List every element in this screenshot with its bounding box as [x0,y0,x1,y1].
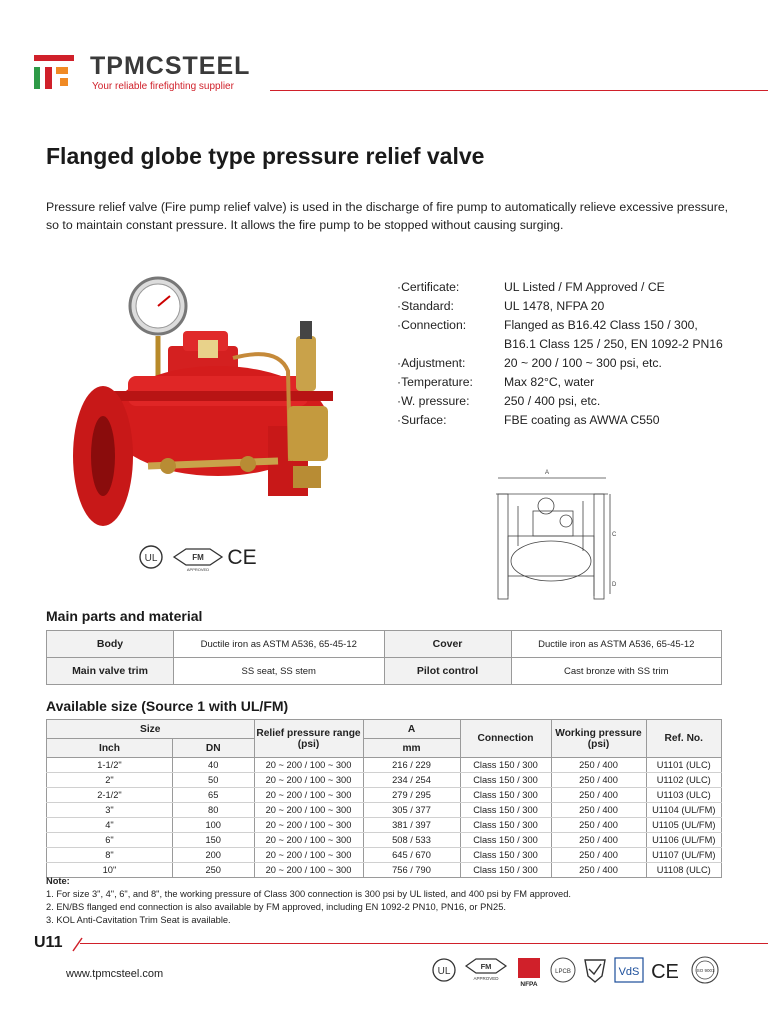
table-row [47,818,722,833]
table-row [47,658,722,685]
parts-label: Cover [384,631,511,658]
spec-row [397,354,723,373]
col-header-inch: Inch [47,739,173,758]
note-item: 3. KOL Anti-Cavitation Trim Seat is available. [46,915,231,925]
nfpa-logo-icon [518,958,540,988]
spec-value: UL Listed / FM Approved / CE [504,280,665,294]
svg-text:CE: CE [227,546,257,569]
svg-text:LPCB: LPCB [555,969,571,975]
parts-value: Ductile iron as ASTM A536, 65-45-12 [174,631,385,658]
table-cell: 250 / 400 [551,773,646,788]
table-cell: 250 [172,863,254,878]
table-row [47,773,722,788]
parts-value: Ductile iron as ASTM A536, 65-45-12 [511,631,722,658]
note-item: 2. EN/BS flanged end connection is also available by FM approved, including EN 1092-2 PN10, PN16, or PN25. [46,902,506,912]
table-cell: Class 150 / 300 [460,833,551,848]
parts-value: Cast bronze with SS trim [511,658,722,685]
spec-key: · Certificate: [397,278,504,297]
table-row [47,631,722,658]
table-cell: U1106 (UL/FM) [646,833,722,848]
table-cell: 50 [172,773,254,788]
parts-heading: Main parts and material [46,608,203,624]
tpmcsteel-logo-icon [34,55,74,91]
spec-row [397,297,723,316]
dimension-drawing [488,466,618,606]
table-cell: 508 / 533 [363,833,460,848]
table-cell: Class 150 / 300 [460,788,551,803]
brand-name: TPMCSTEEL [90,52,251,80]
table-cell: 250 / 400 [551,818,646,833]
table-cell: Class 150 / 300 [460,848,551,863]
notes-title: Note: [46,876,70,886]
spec-value: 20 ~ 200 / 100 ~ 300 psi, etc. [504,356,662,370]
svg-text:FM: FM [480,962,492,971]
svg-text:FM: FM [192,553,204,562]
table-cell: 20 ~ 200 / 100 ~ 300 [254,833,363,848]
spec-key: · W. pressure: [397,392,504,411]
dim-label-a: A [545,470,550,476]
table-cell: 279 / 295 [363,788,460,803]
table-cell: Class 150 / 300 [460,863,551,878]
table-header-row [47,720,722,739]
spec-key: · Surface: [397,411,504,430]
valve-product-image [68,276,350,532]
table-cell: 216 / 229 [363,758,460,773]
table-cell: 6" [47,833,173,848]
ul-mark-icon [140,546,162,568]
header-divider [270,90,768,91]
iso-logo-icon [692,957,718,983]
table-cell: U1104 (UL/FM) [646,803,722,818]
spec-key: · Standard: [397,297,504,316]
page-number: U11 [34,934,63,951]
certification-marks [138,542,262,572]
table-cell: 20 ~ 200 / 100 ~ 300 [254,818,363,833]
table-cell: Class 150 / 300 [460,758,551,773]
table-cell: 1-1/2" [47,758,173,773]
table-cell: 150 [172,833,254,848]
table-cell: 20 ~ 200 / 100 ~ 300 [254,773,363,788]
col-header-working: Working pressure (psi) [551,720,646,758]
notes [46,875,571,927]
spec-key: · Adjustment: [397,354,504,373]
table-cell: 3" [47,803,173,818]
svg-text:NFPA: NFPA [520,981,538,988]
size-table [46,719,722,878]
table-row [47,758,722,773]
table-cell: 756 / 790 [363,863,460,878]
table-cell: 2" [47,773,173,788]
brand-tagline: Your reliable firefighting supplier [92,81,234,92]
table-cell: U1103 (ULC) [646,788,722,803]
table-row [47,803,722,818]
spec-value: UL 1478, NFPA 20 [504,299,605,313]
table-cell: 645 / 670 [363,848,460,863]
svg-text:UL: UL [144,553,158,564]
table-cell: 250 / 400 [551,788,646,803]
parts-table [46,630,722,685]
table-cell: 20 ~ 200 / 100 ~ 300 [254,848,363,863]
page-title: Flanged globe type pressure relief valve [46,143,485,169]
table-cell: U1102 (ULC) [646,773,722,788]
col-header-size: Size [47,720,255,739]
table-cell: 20 ~ 200 / 100 ~ 300 [254,863,363,878]
table-cell: 80 [172,803,254,818]
footer-divider [80,943,768,944]
table-cell: 381 / 397 [363,818,460,833]
table-cell: 250 / 400 [551,848,646,863]
col-header-a: A [363,720,460,739]
vds-logo-icon [615,958,643,982]
table-cell: 8" [47,848,173,863]
footer-slash-icon [70,936,84,952]
table-row [47,848,722,863]
table-cell: 20 ~ 200 / 100 ~ 300 [254,758,363,773]
col-header-connection: Connection [460,720,551,758]
spec-value: Flanged as B16.42 Class 150 / 300, [504,318,698,332]
svg-text:APPROVED: APPROVED [473,976,499,981]
table-cell: Class 150 / 300 [460,773,551,788]
ul-logo-icon [433,959,455,981]
table-cell: 100 [172,818,254,833]
spec-row [397,278,723,297]
table-cell: 250 / 400 [551,833,646,848]
note-item: 1. For size 3", 4", 6", and 8", the working pressure of Class 300 connection is 300 psi by UL listed, and 400 psi by FM approved. [46,889,571,899]
table-cell: 234 / 254 [363,773,460,788]
fm-approved-logo-icon [466,959,506,981]
size-heading: Available size (Source 1 with UL/FM) [46,698,289,714]
table-cell: 305 / 377 [363,803,460,818]
table-cell: 250 / 400 [551,758,646,773]
table-cell: U1107 (UL/FM) [646,848,722,863]
spec-list [397,278,723,430]
col-header-mm: mm [363,739,460,758]
table-cell: U1101 (ULC) [646,758,722,773]
spec-value: B16.1 Class 125 / 250, EN 1092-2 PN16 [504,337,723,351]
parts-label: Main valve trim [47,658,174,685]
shield-check-logo-icon [585,960,605,982]
table-cell: 250 / 400 [551,863,646,878]
spec-key: · Temperature: [397,373,504,392]
table-cell: 200 [172,848,254,863]
spec-value: Max 82°C, water [504,375,595,389]
spec-row [397,411,723,430]
spec-row [397,335,723,354]
table-cell: 4" [47,818,173,833]
table-cell: 2-1/2" [47,788,173,803]
spec-key: · Connection: [397,316,504,335]
table-cell: 40 [172,758,254,773]
spec-value: 250 / 400 psi, etc. [504,394,601,408]
col-header-ref: Ref. No. [646,720,722,758]
website-link[interactable]: www.tpmcsteel.com [66,968,164,980]
svg-text:UL: UL [437,966,451,977]
svg-text:APPROVED: APPROVED [186,567,210,572]
spec-row [397,392,723,411]
spec-value: FBE coating as AWWA C550 [504,413,660,427]
table-cell: 10" [47,863,173,878]
ce-logo-icon [651,961,679,983]
svg-text:VdS: VdS [618,966,640,978]
table-cell: U1105 (UL/FM) [646,818,722,833]
parts-label: Body [47,631,174,658]
product-description: Pressure relief valve (Fire pump relief valve) is used in the discharge of fire pump to automatically relieve excessive pressure, so to maintain constant pressure. It allows the fire pump to be stopped without causing surging. [46,200,729,232]
spec-row [397,373,723,392]
table-cell: U1108 (ULC) [646,863,722,878]
parts-label: Pilot control [384,658,511,685]
lpcb-logo-icon [551,958,575,982]
dim-label-c: C [612,532,617,538]
ce-mark-icon [227,546,256,569]
footer-cert-logos [430,952,730,988]
table-cell: 20 ~ 200 / 100 ~ 300 [254,788,363,803]
size-table-body [47,758,722,878]
svg-text:CE: CE [651,961,679,983]
table-cell: 20 ~ 200 / 100 ~ 300 [254,803,363,818]
spec-row [397,316,723,335]
table-cell: Class 150 / 300 [460,818,551,833]
svg-text:ISO 9001: ISO 9001 [695,968,715,973]
table-row [47,788,722,803]
table-cell: 250 / 400 [551,803,646,818]
col-header-relief: Relief pressure range (psi) [254,720,363,758]
table-cell: 65 [172,788,254,803]
table-row [47,833,722,848]
col-header-dn: DN [172,739,254,758]
table-cell: Class 150 / 300 [460,803,551,818]
fm-approved-icon [174,549,222,572]
parts-value: SS seat, SS stem [174,658,385,685]
dim-label-d: D [612,582,617,588]
